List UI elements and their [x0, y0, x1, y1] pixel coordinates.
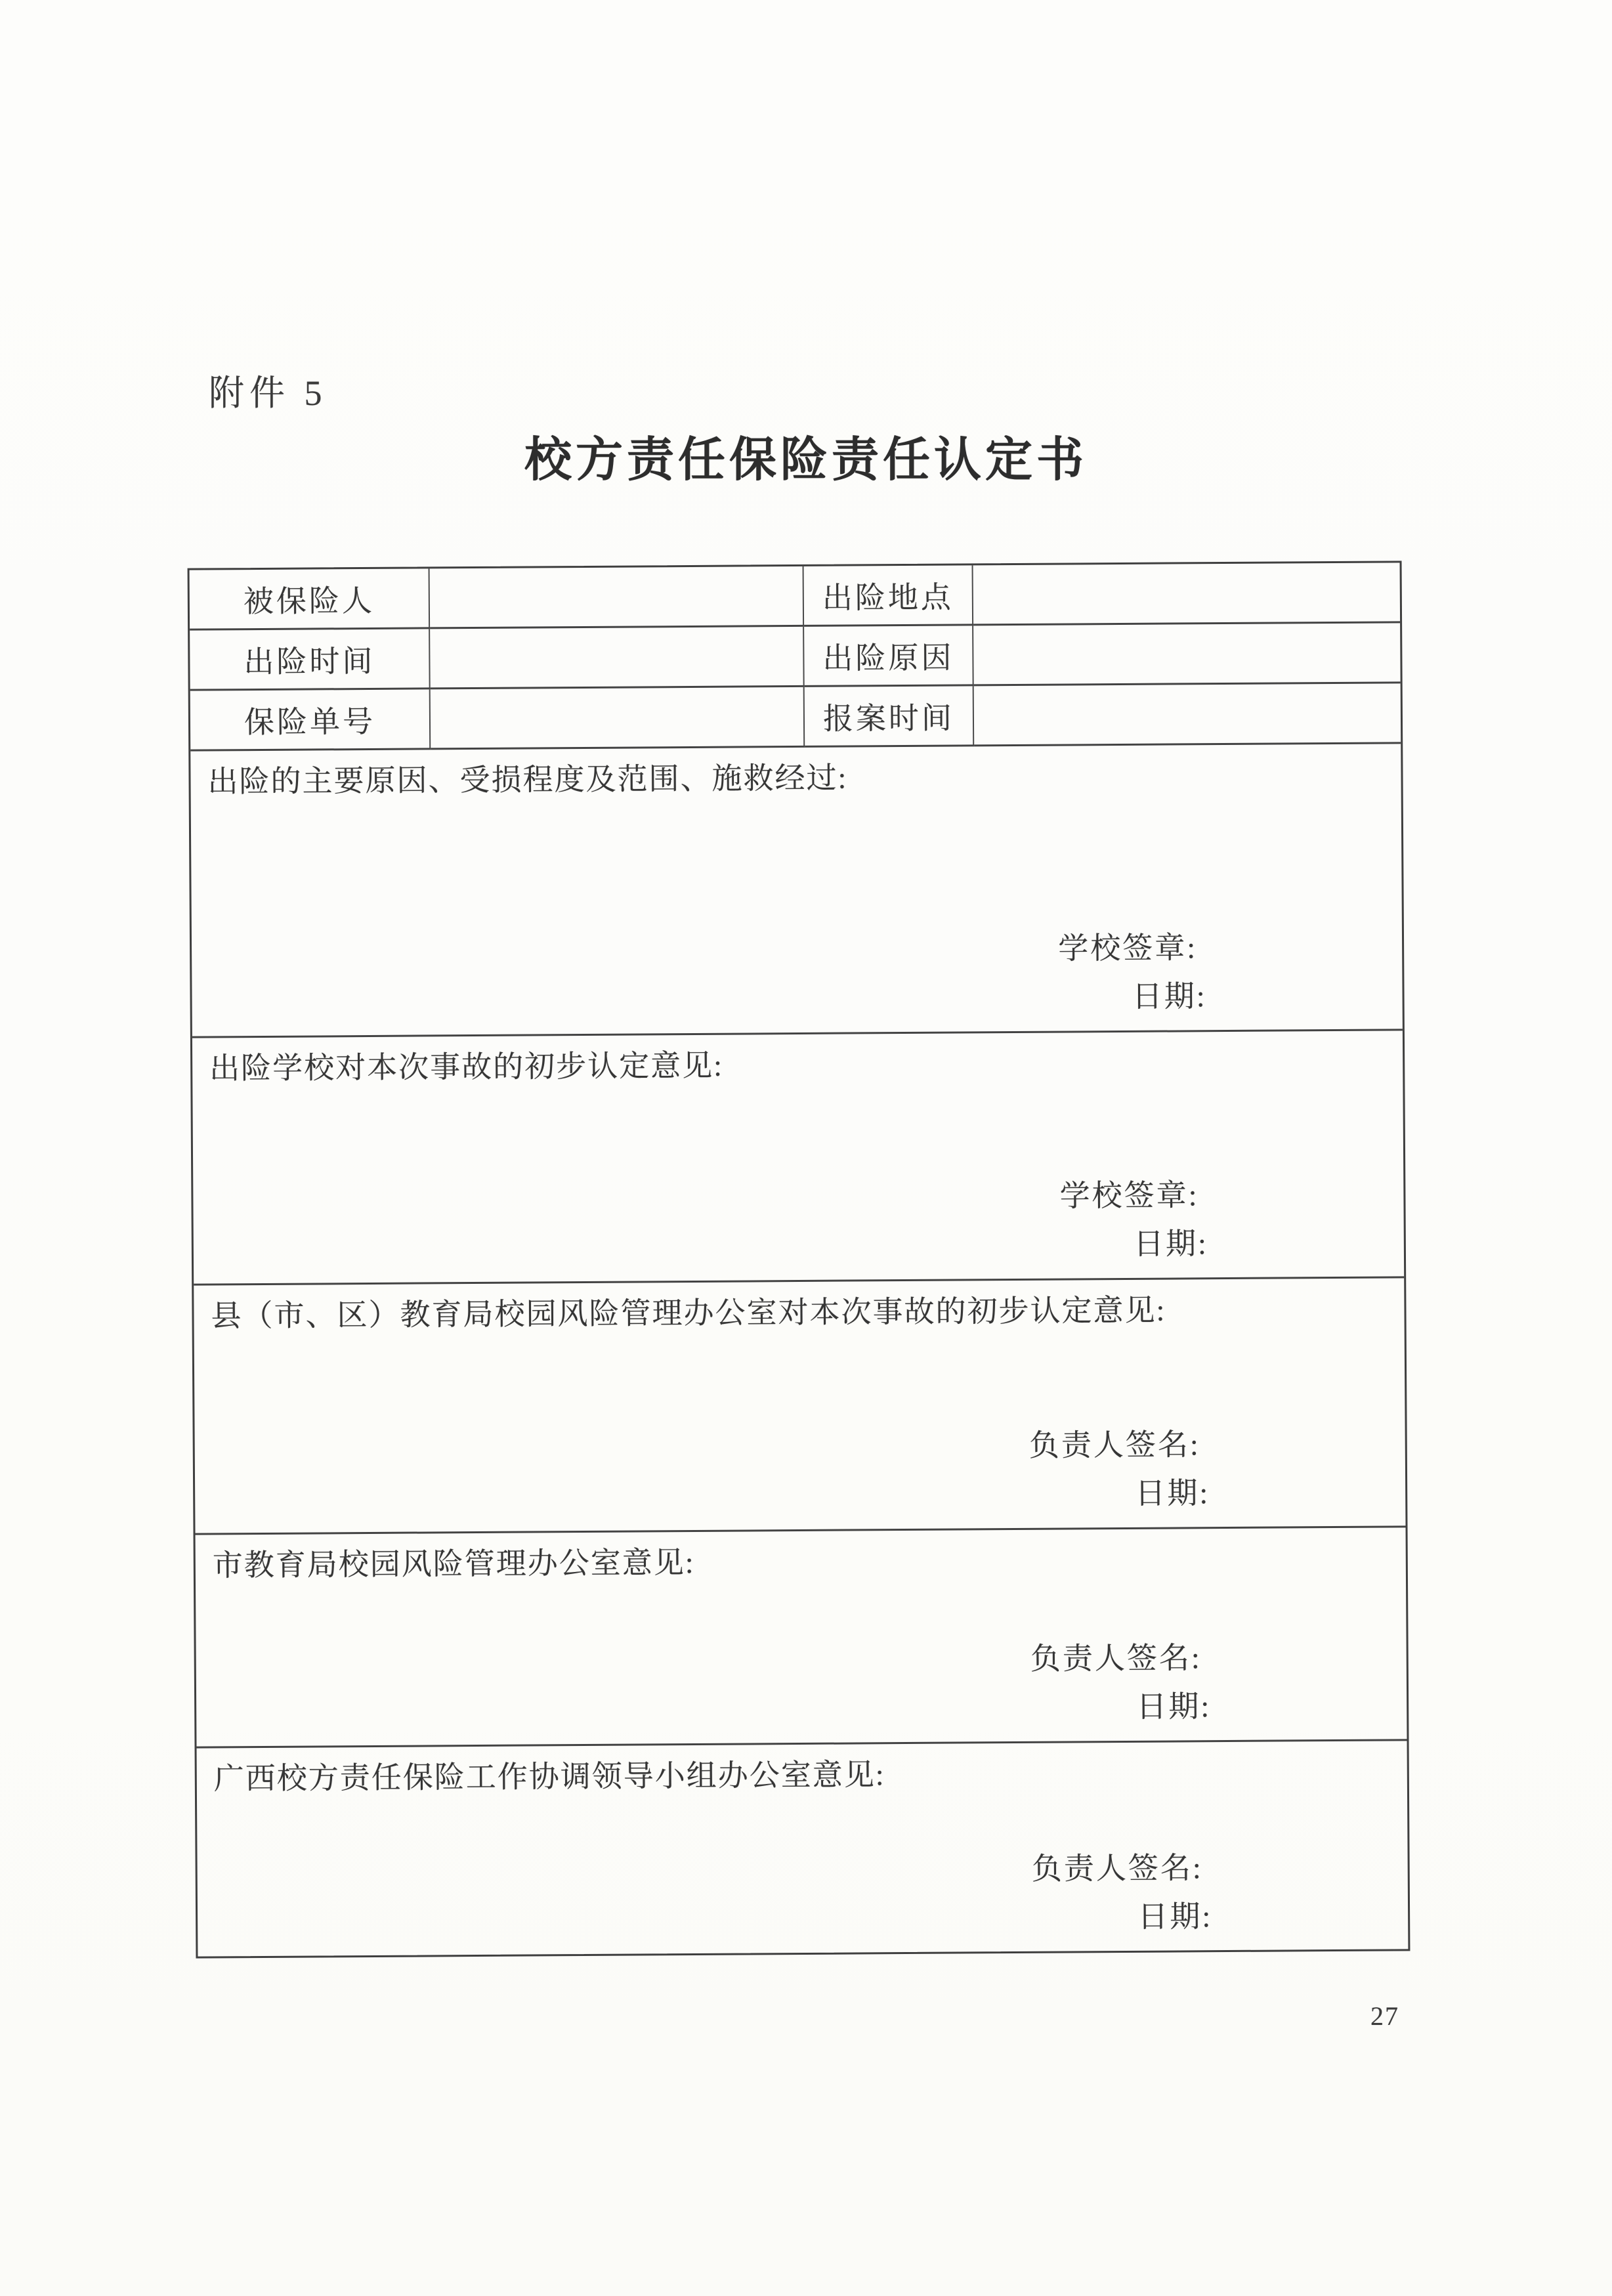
responsible-person-signature-label: 负责人签名:: [1030, 1641, 1202, 1676]
section-accident-description: [190, 744, 1403, 1038]
date-label: 日期:: [1132, 979, 1207, 1013]
insured-person-value: [430, 566, 805, 629]
liability-determination-form: [188, 561, 1410, 1958]
responsible-person-signature-label: 负责人签名:: [1031, 1851, 1203, 1886]
section-county-education-bureau-opinion: [194, 1278, 1405, 1535]
document-title: 校方责任保险责任认定书: [524, 434, 1088, 486]
section-heading: 广西校方责任保险工作协调领导小组办公室意见:: [213, 1758, 885, 1796]
accident-time-label: 出险时间: [190, 629, 431, 691]
report-time-label: 报案时间: [805, 686, 975, 748]
accident-time-value: [430, 627, 805, 689]
date-label: 日期:: [1133, 1227, 1209, 1261]
accident-cause-label: 出险原因: [804, 626, 974, 687]
signature-block: [1059, 1171, 1209, 1269]
page-number: 27: [1370, 2001, 1399, 2031]
signature-block: [1058, 924, 1207, 1021]
section-heading: 出险学校对本次事故的初步认定意见:: [209, 1048, 724, 1086]
policy-number-label: 保险单号: [190, 689, 431, 751]
section-heading: 市教育局校园风险管理办公室意见:: [212, 1545, 695, 1583]
report-time-value: [974, 683, 1401, 746]
policy-number-value: [431, 687, 805, 750]
date-label: 日期:: [1137, 1900, 1213, 1934]
section-heading: 县（市、区）教育局校园风险管理办公室对本次事故的初步认定意见:: [211, 1293, 1166, 1333]
attachment-label: 附件 5: [209, 373, 328, 413]
accident-cause-value: [973, 623, 1401, 686]
insured-person-label: 被保险人: [190, 568, 431, 630]
info-grid: [190, 563, 1401, 751]
section-guangxi-leading-group-opinion: [197, 1741, 1409, 1956]
accident-place-value: [973, 563, 1401, 626]
section-city-education-bureau-opinion: [196, 1527, 1407, 1748]
date-label: 日期:: [1136, 1690, 1212, 1724]
school-seal-label: 学校签章:: [1059, 1178, 1199, 1213]
date-label: 日期:: [1135, 1476, 1210, 1510]
section-heading: 出险的主要原因、受损程度及范围、施救经过:: [207, 761, 848, 799]
signature-block: [1030, 1634, 1212, 1732]
signature-block: [1031, 1844, 1213, 1942]
responsible-person-signature-label: 负责人签名:: [1029, 1428, 1200, 1462]
signature-block: [1029, 1420, 1210, 1519]
section-school-opinion: [192, 1031, 1404, 1285]
accident-place-label: 出险地点: [804, 565, 974, 627]
school-seal-label: 学校签章:: [1058, 931, 1198, 966]
